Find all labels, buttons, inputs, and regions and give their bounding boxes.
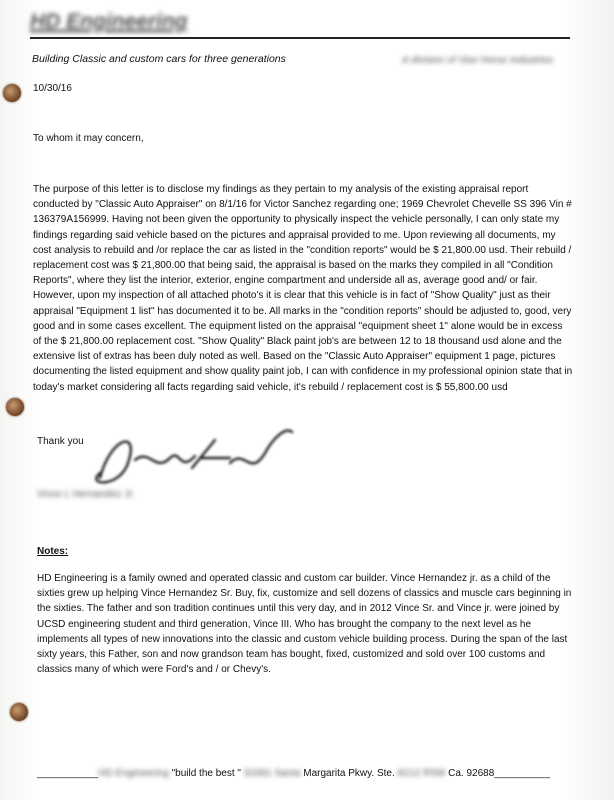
footer-state-zip: Ca. 92688 [448,768,495,779]
letter-closing: Thank you [37,436,84,447]
signer-name-redacted: Vince L Hernandez Jr. [37,489,135,500]
notes-paragraph: HD Engineering is a family owned and operated classic and custom car builder. Vince Hernandez jr. as a child of the sixties grew up helping Vince Hernandez Sr. Buy, fix, customize and sell dozens of classics and muscle cars beginning in the sixties. The father and son tradition continues until this very day, and in 2012 Vince Sr. and Vince jr. were joined by UCSD engineering student and third generation, Vince III. Who has brought the company to the next level as he implements all types of new innovations into the classic and custom vehicle building process. During the span of the last sixty years, this Father, son and now grandson team has bought, fixed, customized and sold over 100 customs and classics many of which were Ford's and / or Chevy's. [37,573,572,676]
company-letterhead-title [30,10,188,34]
letter-body-paragraph: The purpose of this letter is to disclose my findings as they pertain to my analysis of the existing appraisal report conducted by "Classic Auto Appraiser" on 8/1/16 for Victor Sanchez regarding one; 1969 Chevrolet Chevelle SS 396 Vin # 136379A156999. Having not been given the opportunity to physically inspect the vehicle personally, I can only state my findings regarding said vehicle based on the pictures and appraisal provided to me. Upon reviewing all documents, my cost analysis to rebuild and /or replace the car as listed in the "condition reports" would be $ 21,800.00 usd. Their rebuild / replacement cost was $ 21,800.00 that being said, the appraisal is based on the marks they compiled in all "Condition Reports", where they list the interior, exterior, engine compartment and underside all as, average good and/ or fair. However, upon my inspection of all attached photo's it is clear that this vehicle is in fact of "Show Quality" just as their appraisal "Equipment 1 list" has documented it to be. All marks in the "condition reports" should be adjusted to, good, very good and in some cases excellent. The equipment listed on the appraisal "equipment sheet 1" alone would be in excess of the $ 21,800.00 replacement cost. "Show Quality" Black paint job's are between 12 to 18 thousand usd alone and the extensive list of extras has been duly noted as well. Based on the "Classic Auto Appraiser" equipment 1 page, pictures documenting the listed equipment and show quality paint job, I can with confidence in my professional opinion state that in today's market considering all facts regarding said vehicle, it's rebuild / replacement cost is $ 55,800.00 usd [33,184,573,393]
binder-hole-icon [6,398,24,416]
footer-street: Margarita Pkwy. Ste. [303,768,395,779]
footer-company-redacted: HD Engineering [98,768,169,779]
division-line-redacted: A division of Vise Horse Industries [402,55,554,66]
company-name-redacted: HD Engineering [30,10,188,33]
binder-hole-icon [3,84,21,102]
footer-suite-redacted: A212 RSM [396,768,446,779]
footer-trail-line: __________ [494,768,550,779]
company-tagline: Building Classic and custom cars for three generations [32,53,286,65]
letterhead-rule [30,37,570,39]
footer-address-number-redacted: 31691 Santa [243,768,301,779]
binder-hole-icon [10,703,28,721]
notes-heading: Notes: [37,546,69,557]
footer-slogan: "build the best " [171,768,241,779]
footer-lead-line: ___________ [37,768,99,779]
signature-scribble [80,418,310,498]
letter-footer [37,768,550,779]
letter-salutation: To whom it may concern, [33,133,144,144]
letter-date: 10/30/16 [33,83,72,94]
